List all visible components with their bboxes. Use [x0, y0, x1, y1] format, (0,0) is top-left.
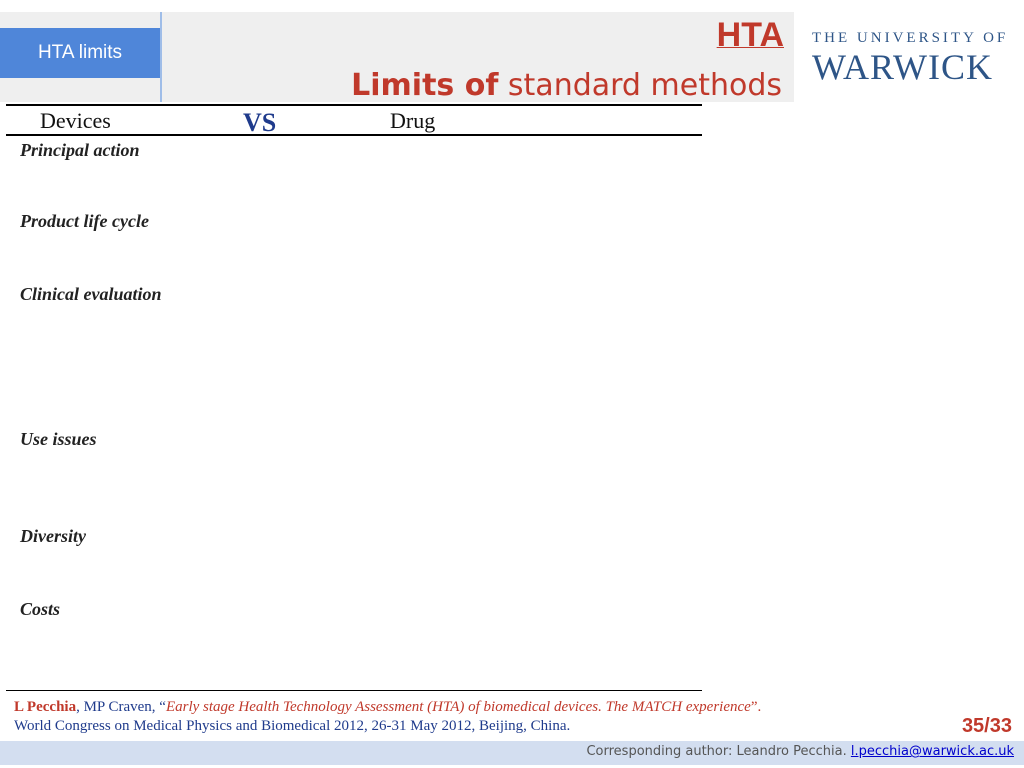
citation-end-quote: ”. [750, 699, 762, 715]
row-label-principal-action: Principal action [20, 140, 140, 160]
university-logo [812, 30, 1009, 92]
slide-subtitle [351, 68, 782, 103]
table-header-rule [6, 134, 702, 136]
logo-line2: WARWICK [812, 47, 993, 87]
subtitle-rest: standard methods [498, 68, 782, 103]
citation-venue: World Congress on Medical Physics and Biomedical 2012, 26-31 May 2012, Beijing, China. [14, 718, 571, 734]
column-header-drug: Drug [390, 108, 436, 133]
row-label-diversity: Diversity [20, 526, 86, 546]
row-label-clinical-evaluation: Clinical evaluation [20, 284, 162, 304]
citation-paper-title: Early stage Health Technology Assessment (HTA) of biomedical devices. The MATCH experience [165, 699, 751, 715]
section-tab[interactable] [0, 28, 160, 78]
row-label-product-life-cycle: Product life cycle [20, 211, 149, 231]
row-label-costs: Costs [20, 599, 61, 619]
row-label-use-issues: Use issues [20, 429, 97, 449]
vs-label: VS [243, 108, 277, 137]
citation-coauthors: , MP Craven, “ [76, 699, 166, 715]
header-divider [160, 12, 162, 102]
citation-author: L Pecchia [14, 699, 77, 715]
subtitle-bold: Limits of [351, 68, 499, 103]
citation [14, 698, 934, 736]
slide-title: HTA [716, 16, 784, 54]
logo-line1: THE UNIVERSITY OF [812, 30, 1009, 46]
table-top-rule [6, 104, 702, 106]
section-tab-label: HTA limits [37, 42, 123, 63]
footer-email-link[interactable]: l.pecchia@warwick.ac.uk [850, 744, 1014, 759]
footer-text [586, 744, 1014, 759]
footer-label: Corresponding author: Leandro Pecchia. [586, 744, 851, 759]
page-number: 35/33 [961, 715, 1012, 737]
column-header-devices: Devices [40, 108, 111, 133]
table-bottom-rule [6, 690, 702, 691]
